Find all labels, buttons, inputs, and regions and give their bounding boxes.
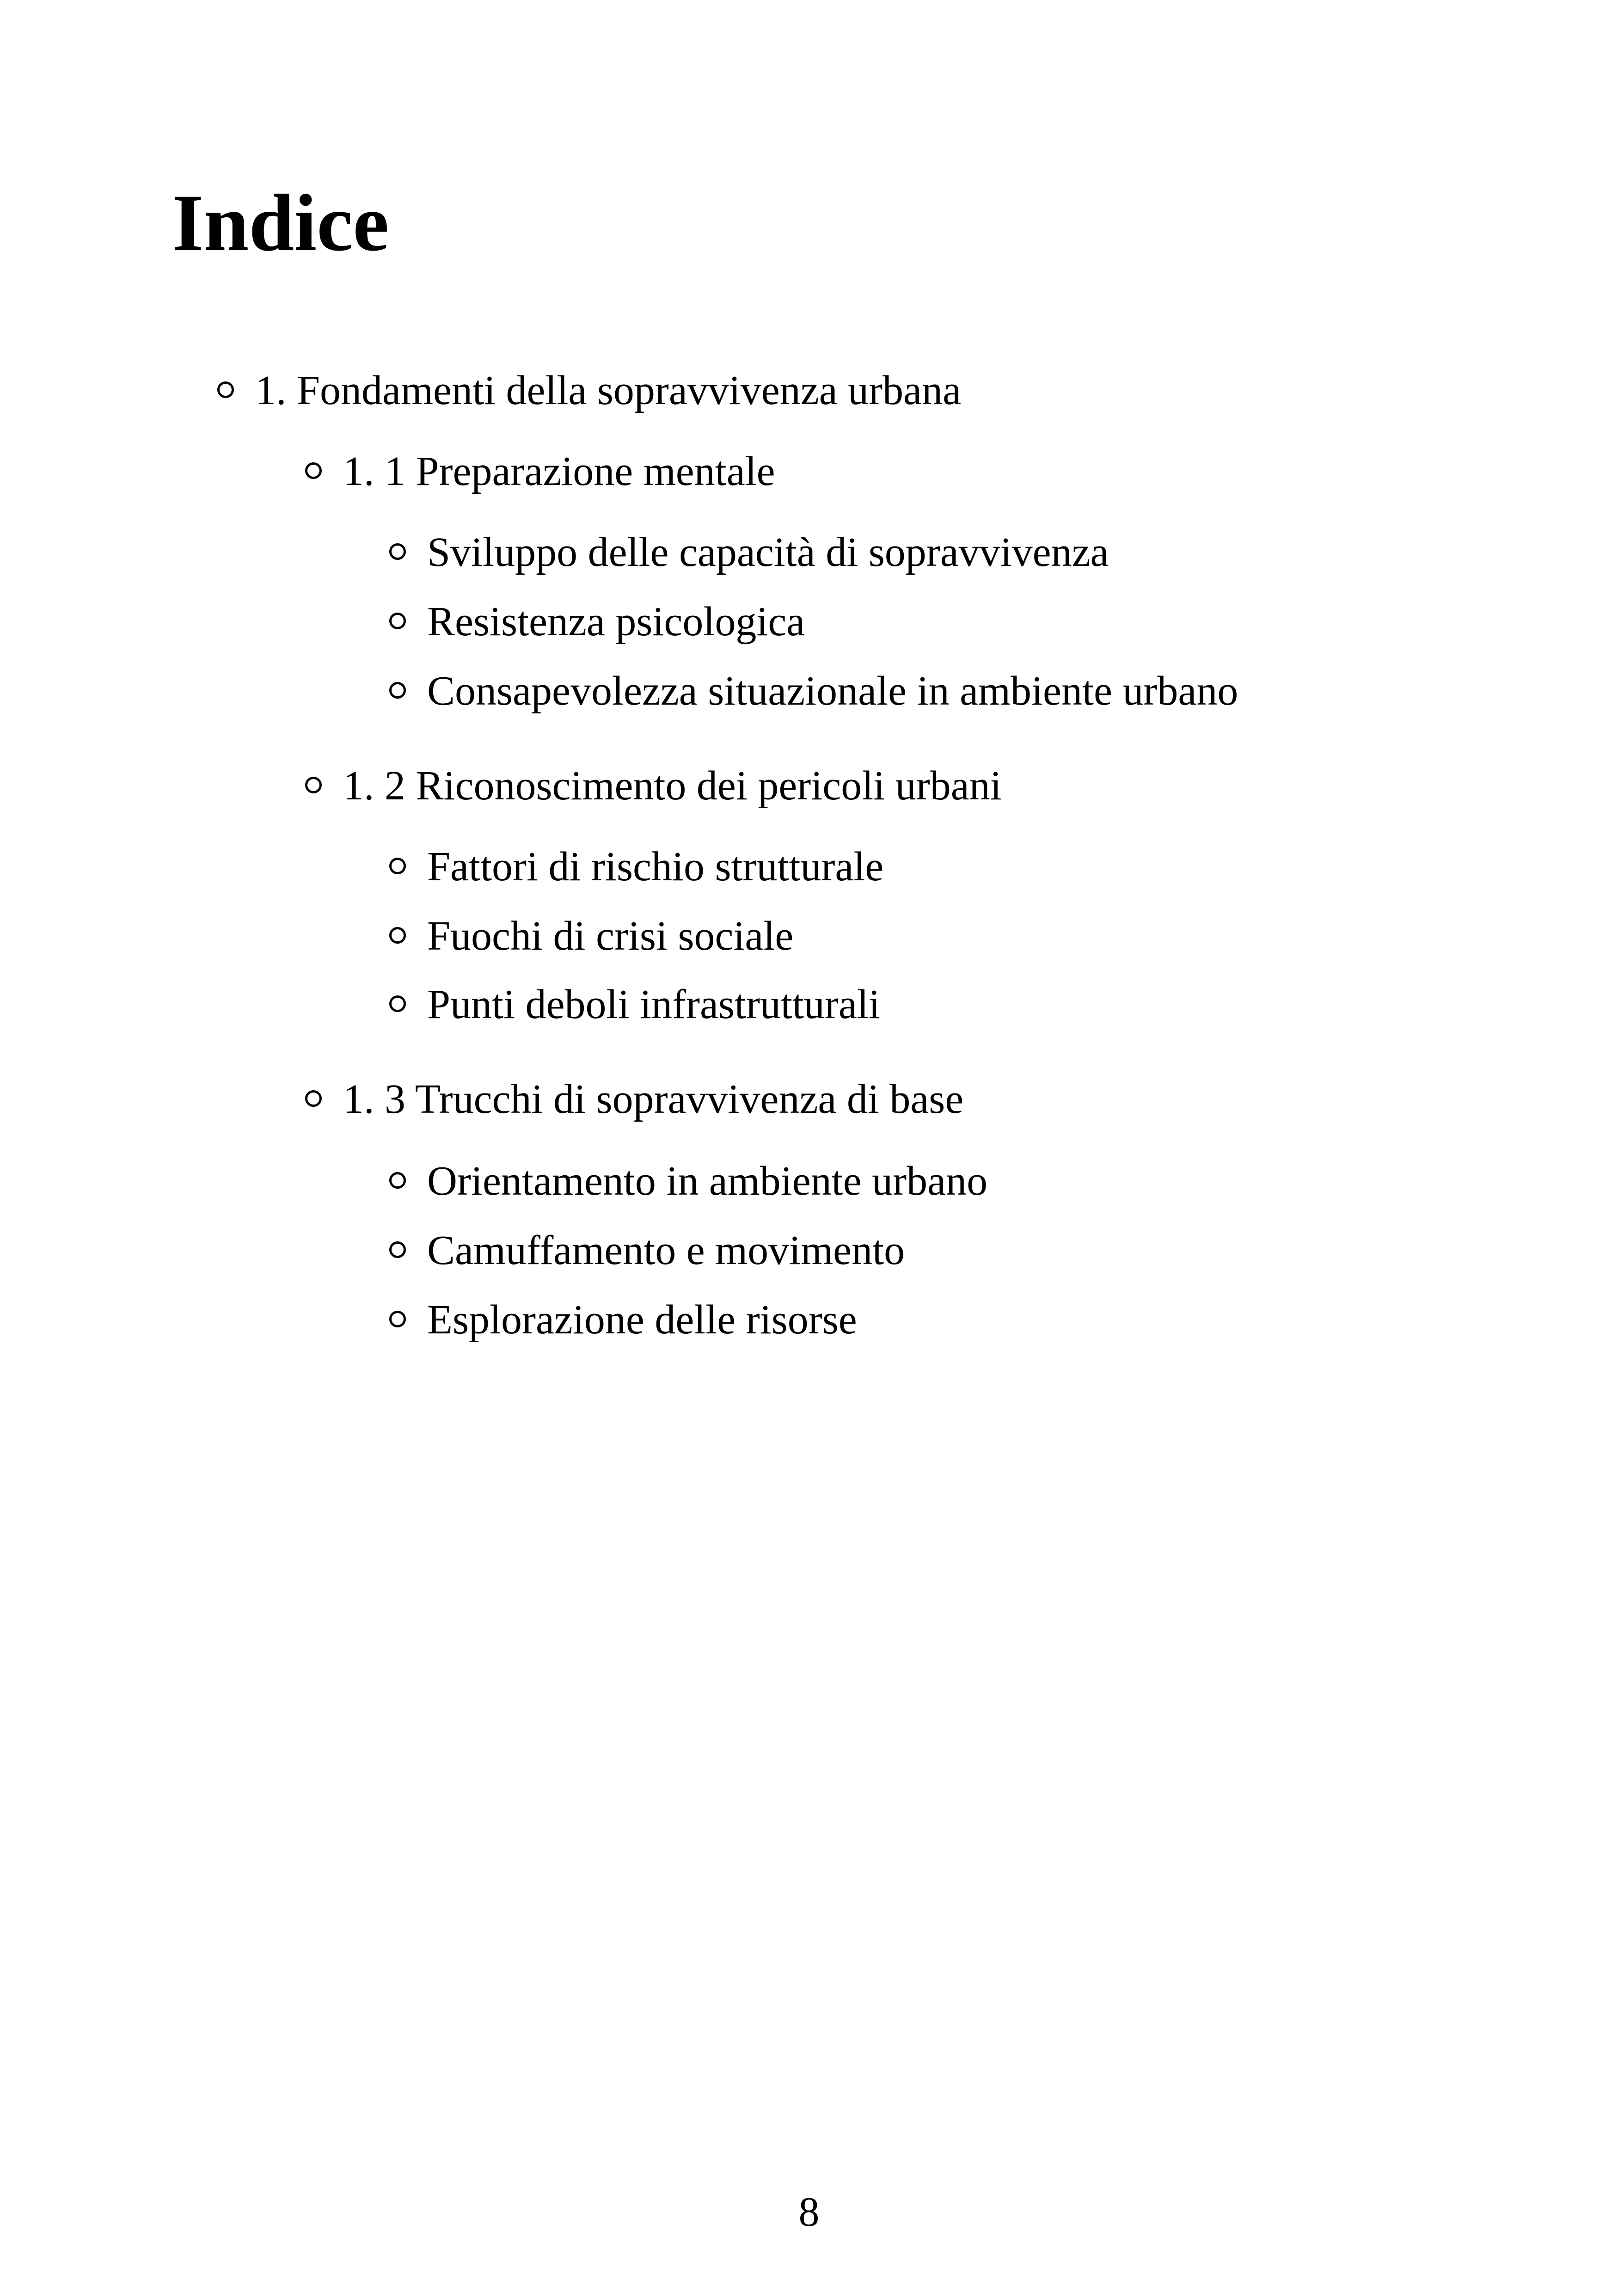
- toc-item-label: Esplorazione delle risorse: [427, 1297, 857, 1343]
- circle-bullet-icon: [389, 1172, 406, 1189]
- circle-bullet-icon: [389, 858, 406, 874]
- toc-chapter-label: 1. Fondamenti della sopravvivenza urbana: [255, 368, 962, 413]
- circle-bullet-icon: [389, 613, 406, 629]
- toc-item-label: Camuffamento e movimento: [427, 1228, 905, 1273]
- circle-bullet-icon: [389, 1311, 406, 1327]
- toc-item[interactable]: [389, 529, 1109, 575]
- toc-item[interactable]: [389, 915, 793, 957]
- toc-item[interactable]: [389, 1160, 987, 1202]
- toc-item-label: Resistenza psicologica: [427, 599, 805, 645]
- toc-item[interactable]: [389, 601, 805, 643]
- toc-section-1-2[interactable]: [305, 765, 1002, 807]
- toc-item-label: Fattori di rischio strutturale: [427, 844, 884, 890]
- toc-item[interactable]: [389, 1299, 857, 1341]
- toc-item-label: Sviluppo delle capacità di sopravvivenza: [427, 529, 1109, 575]
- toc-item[interactable]: [389, 846, 883, 888]
- toc-item[interactable]: [389, 670, 1238, 712]
- circle-bullet-icon: [389, 682, 406, 699]
- toc-item-label: Punti deboli infrastrutturali: [427, 982, 880, 1027]
- toc-section-label: 1. 1 Preparazione mentale: [343, 448, 775, 494]
- circle-bullet-icon: [305, 1090, 322, 1107]
- toc-item[interactable]: [389, 1230, 905, 1271]
- circle-bullet-icon: [305, 462, 322, 479]
- toc-item-label: Orientamento in ambiente urbano: [427, 1158, 988, 1204]
- toc-item-label: Consapevolezza situazionale in ambiente urbano: [427, 668, 1238, 714]
- page-title: Indice: [172, 178, 389, 268]
- circle-bullet-icon: [217, 381, 234, 398]
- toc-item[interactable]: [389, 984, 880, 1025]
- toc-section-label: 1. 3 Trucchi di sopravvivenza di base: [343, 1076, 964, 1122]
- circle-bullet-icon: [305, 777, 322, 793]
- circle-bullet-icon: [389, 1241, 406, 1258]
- toc-section-1-1[interactable]: [305, 448, 775, 494]
- circle-bullet-icon: [389, 995, 406, 1012]
- circle-bullet-icon: [389, 927, 406, 944]
- toc-item-label: Fuochi di crisi sociale: [427, 913, 794, 959]
- toc-section-1-3[interactable]: [305, 1076, 964, 1122]
- circle-bullet-icon: [389, 543, 406, 560]
- page-number: 8: [798, 2189, 820, 2235]
- toc-section-label: 1. 2 Riconoscimento dei pericoli urbani: [343, 763, 1002, 809]
- toc-chapter-1[interactable]: [217, 370, 961, 411]
